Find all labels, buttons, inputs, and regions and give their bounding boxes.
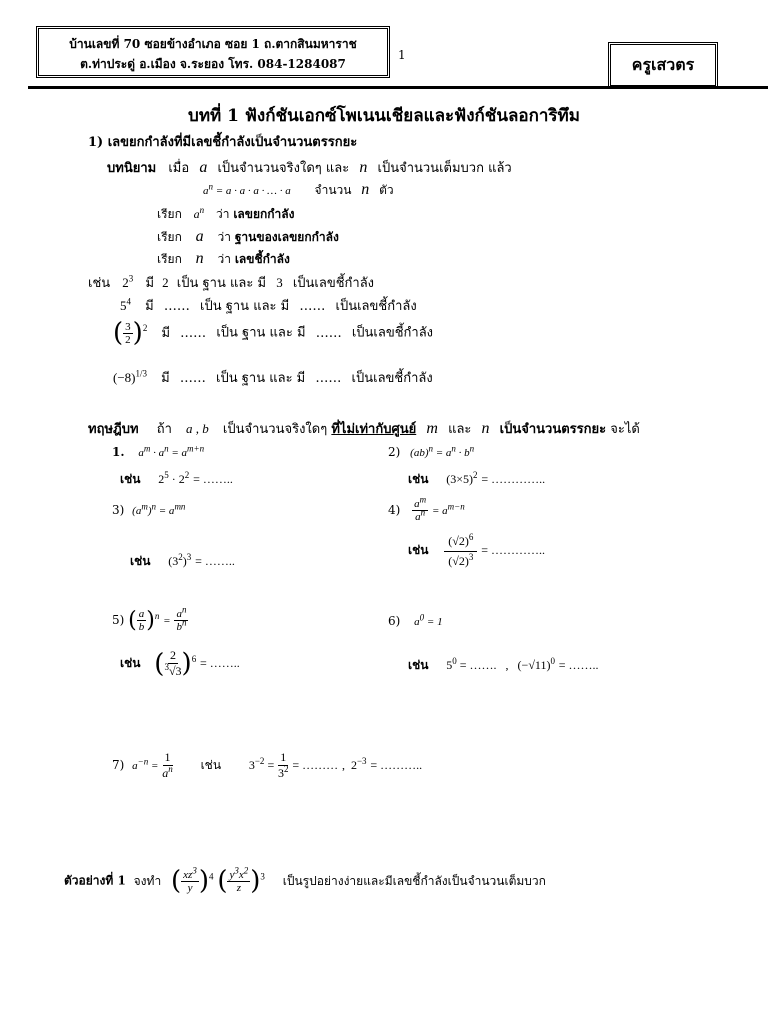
rule-5-example: เช่น ( $\frac{2}{^3√3}$ )$^6$ = …….. xyxy=(120,648,240,679)
term-base-line: เรียก a ว่า ฐานของเลขยกกำลัง xyxy=(157,228,339,245)
teacher-tag: ครูเสวตร xyxy=(608,42,718,88)
rule-3-example: เช่น $(3^2)^3$ = …….. xyxy=(130,552,235,568)
definition-label: บทนิยาม xyxy=(107,161,157,176)
address-line-2: ต.ท่าประดู่ อ.เมือง จ.ระยอง โทร. 084-1284087 xyxy=(80,57,346,71)
rule-2-example: เช่น $(3\times 5)^2$ = ………….. xyxy=(408,470,546,486)
rule-3: 3) $(a^m)^n = a^{mn}$ xyxy=(112,501,186,517)
address-box xyxy=(36,26,390,78)
header-rule xyxy=(28,86,768,89)
theorem-line: ทฤษฎีบท ถ้า a , b เป็นจำนวนจริงใดๆ ที่ไม่เท่ากับศูนย์ m และ n เป็นจำนวนตรรกยะ จะได้ xyxy=(88,420,640,437)
example-negative-root: $(-8)^{1/3}$ มี …… เป็น ฐาน และ มี …… เป็นเลขชี้กำลัง xyxy=(113,368,433,386)
page-number: 1 xyxy=(398,48,406,62)
example-5-fourth: $5^4$ มี …… เป็น ฐาน และ มี …… เป็นเลขชี้กำลัง xyxy=(120,296,417,314)
term-exponent-line: เรียก n ว่า เลขชี้กำลัง xyxy=(157,250,290,267)
definition-formula: $a^n = a \cdot a \cdot a$ · … · a จำนวน n ตัว xyxy=(203,181,394,198)
example-2-cubed: เช่น $2^3$ มี 2 เป็น ฐาน และ มี 3 เป็นเลขชี้กำลัง xyxy=(88,273,375,291)
address-line-1: บ้านเลขที่ 70 ซอยข้างอำเภอ ซอย 1 ถ.ตากสินมหาราช xyxy=(69,37,357,51)
page-title: บทที่ 1 ฟังก์ชันเอกซ์โพเนนเชียลและฟังก์ชันลอการิทึม xyxy=(188,106,580,126)
rule-5: 5) ( $\frac{a}{b}$ )$^n$ = $\frac{a^n}{b^n}$ xyxy=(112,604,187,633)
rule-2: 2) $(ab)^n = a^n \cdot b^n$ xyxy=(388,443,475,459)
example-1: ตัวอย่างที่ 1 จงทำ ( $\frac{xz^3}{y}$ )$^4$ ( $\frac{y^3x^2}{z}$ )$^3$ เป็นรูปอย่างง่ายและมีเลขชี้กำลังเป็นจำนวนเต็มบวก xyxy=(64,864,546,896)
rule-6-example: เช่น $5^0$ = ……. , $(-√11)^0$ = …….. xyxy=(408,656,599,672)
rule-7: 7) $a^{-n}$ = $\frac{1}{a^n}$ เช่น $3^{-2}$ = $\frac{1}{3^2}$ = ……… , $2^{-3}$ = ……….. xyxy=(112,750,423,780)
term-power-line: เรียก $a^n$ ว่า เลขยกกำลัง xyxy=(157,205,295,221)
rule-4-example: เช่น $\frac{(√2)^6}{(√2)^3}$ = ………….. xyxy=(408,532,545,568)
section-heading: 1) เลขยกกำลังที่มีเลขชี้กำลังเป็นจำนวนตรรกยะ xyxy=(88,135,358,150)
rule-6: 6) $a^0 = 1$ xyxy=(388,612,443,628)
example-fraction-power: ( $\frac{3}{2}$ )$^2$ มี …… เป็น ฐาน และ มี …… เป็นเลขชี้กำลัง xyxy=(113,318,434,348)
rule-1-example: เช่น $2^5 \cdot 2^2$ = …….. xyxy=(120,470,233,486)
definition-line: บทนิยาม เมื่อ a เป็นจำนวนจริงใดๆ และ n เป็นจำนวนเต็มบวก แล้ว xyxy=(107,159,512,176)
rule-4: 4) $\frac{a^m}{a^n}$ = $a^{m-n}$ xyxy=(388,494,465,523)
rule-1: 1. $a^m \cdot a^n = a^{m+n}$ xyxy=(112,443,205,459)
